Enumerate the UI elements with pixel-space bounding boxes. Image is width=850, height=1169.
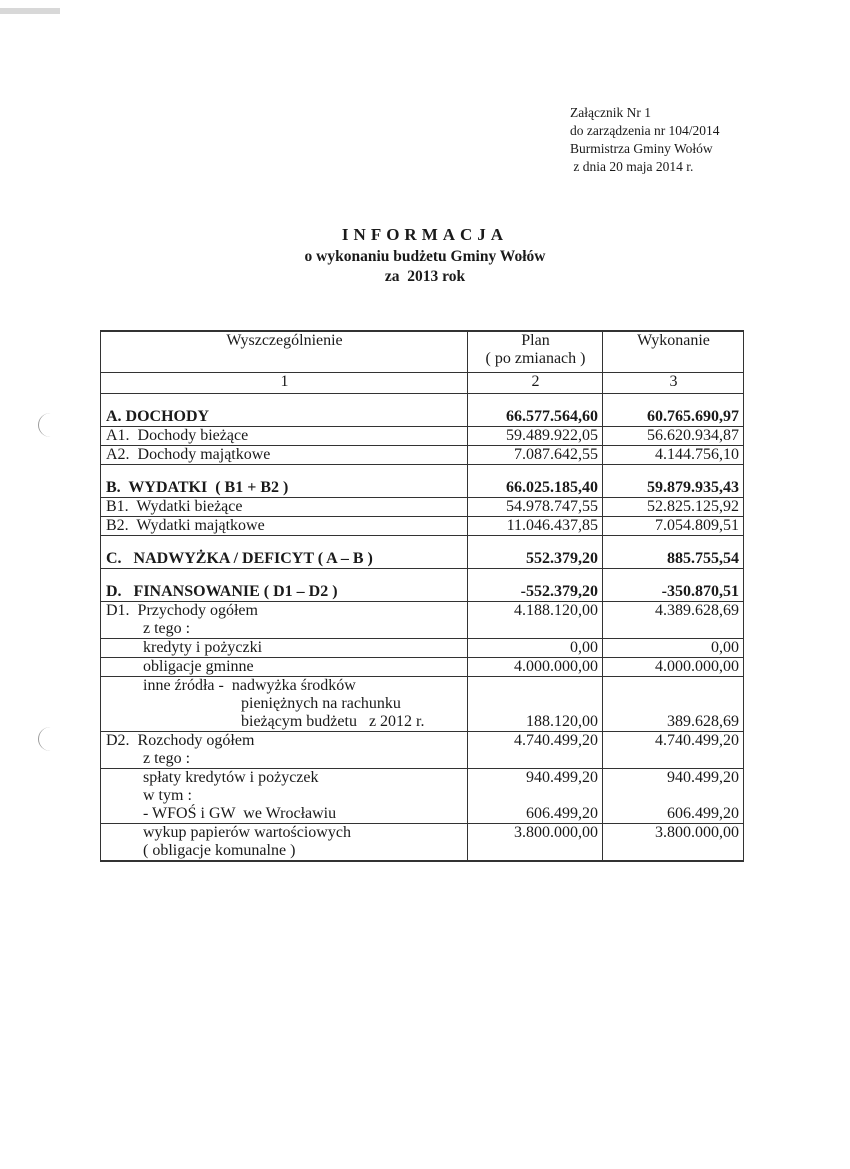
- row-label: B1. Wydatki bieżące: [101, 498, 468, 517]
- plan-value: 11.046.437,85: [468, 517, 603, 536]
- row-label: kredyty i pożyczki: [101, 639, 468, 658]
- annex-line: z dnia 20 maja 2014 r.: [570, 159, 694, 174]
- plan-value: 0,00: [468, 639, 603, 658]
- annex-line: Burmistrza Gminy Wołów: [570, 141, 713, 156]
- plan-value: 59.489.922,05: [468, 427, 603, 446]
- row-label-sub: z tego :: [143, 750, 191, 767]
- annex-note: [570, 104, 720, 176]
- execution-value-sub: 606.499,20: [667, 805, 739, 822]
- execution-value: 59.879.935,43: [603, 479, 744, 498]
- table-row: [101, 517, 744, 536]
- table-row: [101, 824, 744, 862]
- row-label-line: w tym :: [143, 787, 192, 804]
- plan-value: -552.379,20: [468, 583, 603, 602]
- plan-value-sub: 606.499,20: [526, 805, 598, 822]
- row-label-line: wykup papierów wartościowych: [143, 824, 351, 841]
- row-label: [101, 732, 468, 769]
- table-row: [101, 602, 744, 639]
- header-row: [101, 331, 744, 373]
- row-label: A1. Dochody bieżące: [101, 427, 468, 446]
- execution-value: 60.765.690,97: [603, 408, 744, 427]
- execution-value: 4.000.000,00: [603, 658, 744, 677]
- header-plan-line: Plan: [521, 332, 550, 349]
- execution-value-main: 940.499,20: [667, 769, 739, 786]
- table-row: [101, 498, 744, 517]
- punch-hole-mark: [38, 413, 63, 437]
- plan-value: [468, 769, 603, 824]
- punch-hole-mark: [38, 727, 63, 751]
- row-label-main: D1. Przychody ogółem: [106, 602, 258, 619]
- budget-table: [100, 330, 744, 862]
- execution-value: 52.825.125,92: [603, 498, 744, 517]
- plan-value: 54.978.747,55: [468, 498, 603, 517]
- column-number: 3: [603, 373, 744, 394]
- title-main: INFORMACJA: [341, 225, 509, 244]
- table-row: [101, 583, 744, 602]
- table-row: [101, 639, 744, 658]
- annex-line: Załącznik Nr 1: [570, 105, 651, 120]
- header-cell: Wykonanie: [603, 331, 744, 373]
- row-label: C. NADWYŻKA / DEFICYT ( A – B ): [101, 550, 468, 569]
- plan-value: 7.087.642,55: [468, 446, 603, 465]
- execution-value: 4.144.756,10: [603, 446, 744, 465]
- plan-value: 188.120,00: [468, 677, 603, 732]
- header-cell: [468, 331, 603, 373]
- plan-value: 552.379,20: [468, 550, 603, 569]
- execution-value: 3.800.000,00: [603, 824, 744, 862]
- plan-value: 66.577.564,60: [468, 408, 603, 427]
- table-row: [101, 408, 744, 427]
- row-label: obligacje gminne: [101, 658, 468, 677]
- row-label: A2. Dochody majątkowe: [101, 446, 468, 465]
- execution-value: 0,00: [603, 639, 744, 658]
- table-row: [101, 769, 744, 824]
- row-label: A. DOCHODY: [101, 408, 468, 427]
- document-title: [180, 225, 670, 286]
- annex-line: do zarządzenia nr 104/2014: [570, 123, 720, 138]
- execution-value: 4.389.628,69: [603, 602, 744, 639]
- column-number-row: [101, 373, 744, 394]
- execution-value: 389.628,69: [603, 677, 744, 732]
- row-label: [101, 824, 468, 862]
- plan-value: 4.740.499,20: [468, 732, 603, 769]
- table-row: [101, 479, 744, 498]
- execution-value: 7.054.809,51: [603, 517, 744, 536]
- execution-value: [603, 769, 744, 824]
- row-label: [101, 602, 468, 639]
- plan-value: 4.000.000,00: [468, 658, 603, 677]
- execution-value: 4.740.499,20: [603, 732, 744, 769]
- table-row: [101, 550, 744, 569]
- row-label-sub: z tego :: [143, 620, 191, 637]
- column-number: 2: [468, 373, 603, 394]
- table-row: [101, 446, 744, 465]
- table-row: [101, 658, 744, 677]
- plan-value: 4.188.120,00: [468, 602, 603, 639]
- row-label-line: - WFOŚ i GW we Wrocławiu: [143, 805, 337, 822]
- row-label: B. WYDATKI ( B1 + B2 ): [101, 479, 468, 498]
- row-label: [101, 677, 468, 732]
- plan-value: 3.800.000,00: [468, 824, 603, 862]
- execution-value: 56.620.934,87: [603, 427, 744, 446]
- row-label-line: ( obligacje komunalne ): [143, 842, 296, 859]
- row-label-line: pieniężnych na rachunku: [241, 695, 401, 712]
- plan-value: 66.025.185,40: [468, 479, 603, 498]
- scan-edge-mark: [0, 8, 60, 14]
- table-row: [101, 427, 744, 446]
- header-plan-line: ( po zmianach ): [485, 350, 586, 367]
- execution-value: -350.870,51: [603, 583, 744, 602]
- row-label-line: bieżącym budżetu z 2012 r.: [241, 713, 425, 730]
- title-subtitle: o wykonaniu budżetu Gminy Wołów: [304, 248, 546, 265]
- row-label-line: spłaty kredytów i pożyczek: [143, 769, 319, 786]
- execution-value: 885.755,54: [603, 550, 744, 569]
- row-label: B2. Wydatki majątkowe: [101, 517, 468, 536]
- row-label-main: D2. Rozchody ogółem: [106, 732, 255, 749]
- row-label: D. FINANSOWANIE ( D1 – D2 ): [101, 583, 468, 602]
- header-cell: Wyszczególnienie: [101, 331, 468, 373]
- title-year: za 2013 rok: [384, 268, 466, 285]
- row-label: [101, 769, 468, 824]
- table-row: [101, 677, 744, 732]
- plan-value-main: 940.499,20: [526, 769, 598, 786]
- table-row: [101, 732, 744, 769]
- column-number: 1: [101, 373, 468, 394]
- row-label-line: inne źródła - nadwyżka środków: [143, 677, 356, 694]
